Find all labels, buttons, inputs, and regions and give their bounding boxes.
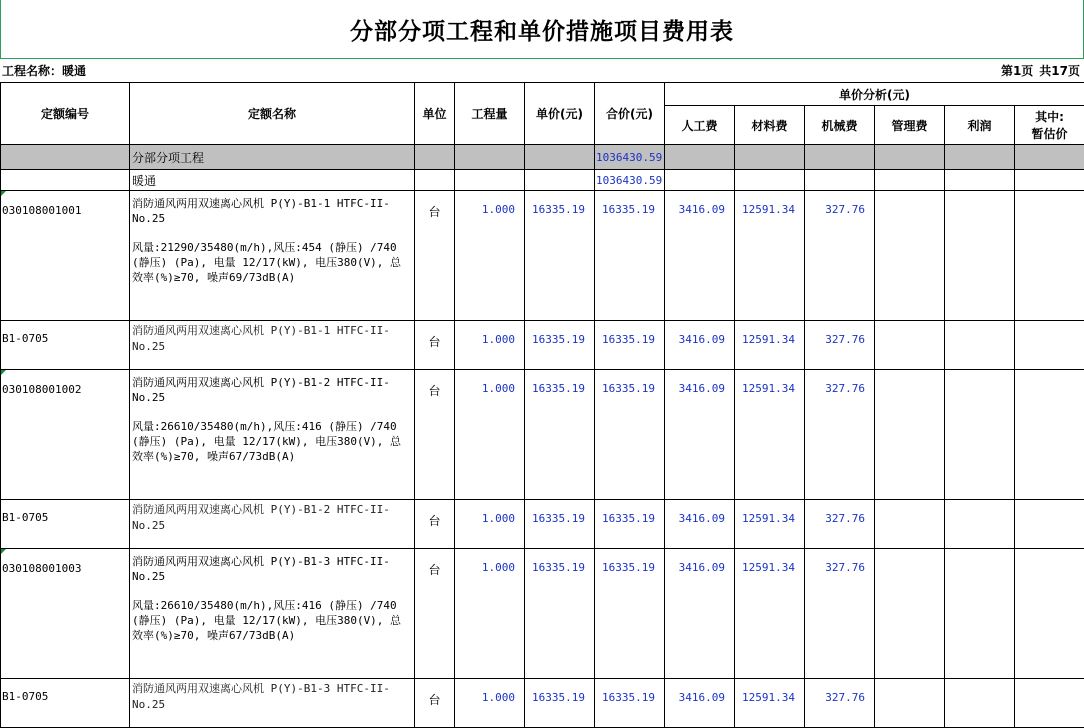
subgroup-label: 暖通 (130, 170, 415, 191)
item-desc: 风量:26610/35480(m/h),风压:416 (静压) /740 (静压) (Pa), 电量 12/17(kW), 电压380(V), 总效率(%)≥70, 噪声67/73dB(A) (132, 419, 411, 464)
item-labor: 3416.09 (665, 549, 735, 679)
header-total-price: 合价(元) (595, 83, 665, 145)
project-name: 工程名称：暖通 (2, 62, 86, 80)
quota-labor: 3416.09 (665, 500, 735, 549)
table-row (1, 679, 1084, 728)
item-desc: 风量:21290/35480(m/h),风压:454 (静压) /740 (静压) (Pa), 电量 12/17(kW), 电压380(V), 总效率(%)≥70, 噪声69/73dB(A) (132, 240, 411, 285)
item-unit-price: 16335.19 (525, 370, 595, 500)
item-material: 12591.34 (735, 370, 805, 500)
item-total-price: 16335.19 (595, 191, 665, 321)
quota-name: 消防通风两用双速离心风机 P(Y)-B1-3 HTFC-II-No.25 (130, 679, 415, 728)
item-total-price: 16335.19 (595, 549, 665, 679)
quota-unit-price: 16335.19 (525, 321, 595, 370)
item-name-text: 消防通风两用双速离心风机 P(Y)-B1-2 HTFC-II-No.25 (132, 376, 390, 404)
item-code: 030108001002 (1, 370, 130, 500)
quota-name: 消防通风两用双速离心风机 P(Y)-B1-1 HTFC-II-No.25 (130, 321, 415, 370)
group-row (1, 145, 1084, 170)
item-labor: 3416.09 (665, 191, 735, 321)
quota-qty: 1.000 (455, 679, 525, 728)
table-row (1, 370, 1084, 500)
quota-unit-price: 16335.19 (525, 679, 595, 728)
subgroup-code (1, 170, 130, 191)
header-material: 材料费 (735, 106, 805, 145)
item-total-price: 16335.19 (595, 370, 665, 500)
subgroup-row (1, 170, 1084, 191)
table-row (1, 500, 1084, 549)
item-unit-price: 16335.19 (525, 191, 595, 321)
quota-code: B1-0705 (1, 500, 130, 549)
item-material: 12591.34 (735, 191, 805, 321)
cost-table (0, 82, 1084, 728)
item-desc: 风量:26610/35480(m/h),风压:416 (静压) /740 (静压) (Pa), 电量 12/17(kW), 电压380(V), 总效率(%)≥70, 噪声67/73dB(A) (132, 598, 411, 643)
quota-material: 12591.34 (735, 321, 805, 370)
quota-total-price: 16335.19 (595, 500, 665, 549)
header-unit-price: 单价(元) (525, 83, 595, 145)
item-unit: 台 (415, 549, 455, 679)
item-unit: 台 (415, 191, 455, 321)
item-name-text: 消防通风两用双速离心风机 P(Y)-B1-3 HTFC-II-No.25 (132, 555, 390, 583)
item-unit-price: 16335.19 (525, 549, 595, 679)
quota-qty: 1.000 (455, 321, 525, 370)
item-name-text: 消防通风两用双速离心风机 P(Y)-B1-1 HTFC-II-No.25 (132, 197, 390, 225)
quota-material: 12591.34 (735, 679, 805, 728)
quota-code: B1-0705 (1, 321, 130, 370)
subgroup-total: 1036430.59 (595, 170, 665, 191)
header-labor: 人工费 (665, 106, 735, 145)
header-row (1, 83, 1084, 106)
page-total: 共17页 (1039, 64, 1080, 78)
header-provisional (1015, 106, 1084, 145)
page-number: 第1页 (1001, 64, 1033, 78)
header-machine: 机械费 (805, 106, 875, 145)
item-code: 030108001003 (1, 549, 130, 679)
item-qty: 1.000 (455, 549, 525, 679)
title-box (0, 0, 1084, 59)
item-unit: 台 (415, 370, 455, 500)
header-unit: 单位 (415, 83, 455, 145)
table-row (1, 191, 1084, 321)
quota-unit: 台 (415, 500, 455, 549)
item-name (130, 191, 415, 321)
quota-code: B1-0705 (1, 679, 130, 728)
quota-total-price: 16335.19 (595, 679, 665, 728)
quota-total-price: 16335.19 (595, 321, 665, 370)
table-row (1, 321, 1084, 370)
header-code: 定额编号 (1, 83, 130, 145)
quota-material: 12591.34 (735, 500, 805, 549)
quota-unit: 台 (415, 679, 455, 728)
item-name (130, 549, 415, 679)
table-row (1, 549, 1084, 679)
item-qty: 1.000 (455, 191, 525, 321)
group-code (1, 145, 130, 170)
item-qty: 1.000 (455, 370, 525, 500)
quota-unit-price: 16335.19 (525, 500, 595, 549)
quota-machine: 327.76 (805, 500, 875, 549)
header-profit: 利润 (945, 106, 1015, 145)
item-machine: 327.76 (805, 191, 875, 321)
header-analysis: 单价分析(元) (665, 83, 1084, 106)
quota-labor: 3416.09 (665, 679, 735, 728)
group-total: 1036430.59 (595, 145, 665, 170)
header-name: 定额名称 (130, 83, 415, 145)
item-code: 030108001001 (1, 191, 130, 321)
quota-name: 消防通风两用双速离心风机 P(Y)-B1-2 HTFC-II-No.25 (130, 500, 415, 549)
quota-labor: 3416.09 (665, 321, 735, 370)
quota-machine: 327.76 (805, 321, 875, 370)
header-provisional-line1: 其中: (1035, 110, 1064, 124)
header-provisional-line2: 暂估价 (1032, 127, 1068, 141)
quota-qty: 1.000 (455, 500, 525, 549)
quota-unit: 台 (415, 321, 455, 370)
item-machine: 327.76 (805, 549, 875, 679)
header-qty: 工程量 (455, 83, 525, 145)
group-label: 分部分项工程 (130, 145, 415, 170)
info-row (0, 62, 1082, 80)
page-title: 分部分项工程和单价措施项目费用表 (350, 13, 734, 46)
item-name (130, 370, 415, 500)
quota-machine: 327.76 (805, 679, 875, 728)
item-material: 12591.34 (735, 549, 805, 679)
item-labor: 3416.09 (665, 370, 735, 500)
header-mgmt: 管理费 (875, 106, 945, 145)
item-machine: 327.76 (805, 370, 875, 500)
page-indicator (1001, 62, 1080, 80)
